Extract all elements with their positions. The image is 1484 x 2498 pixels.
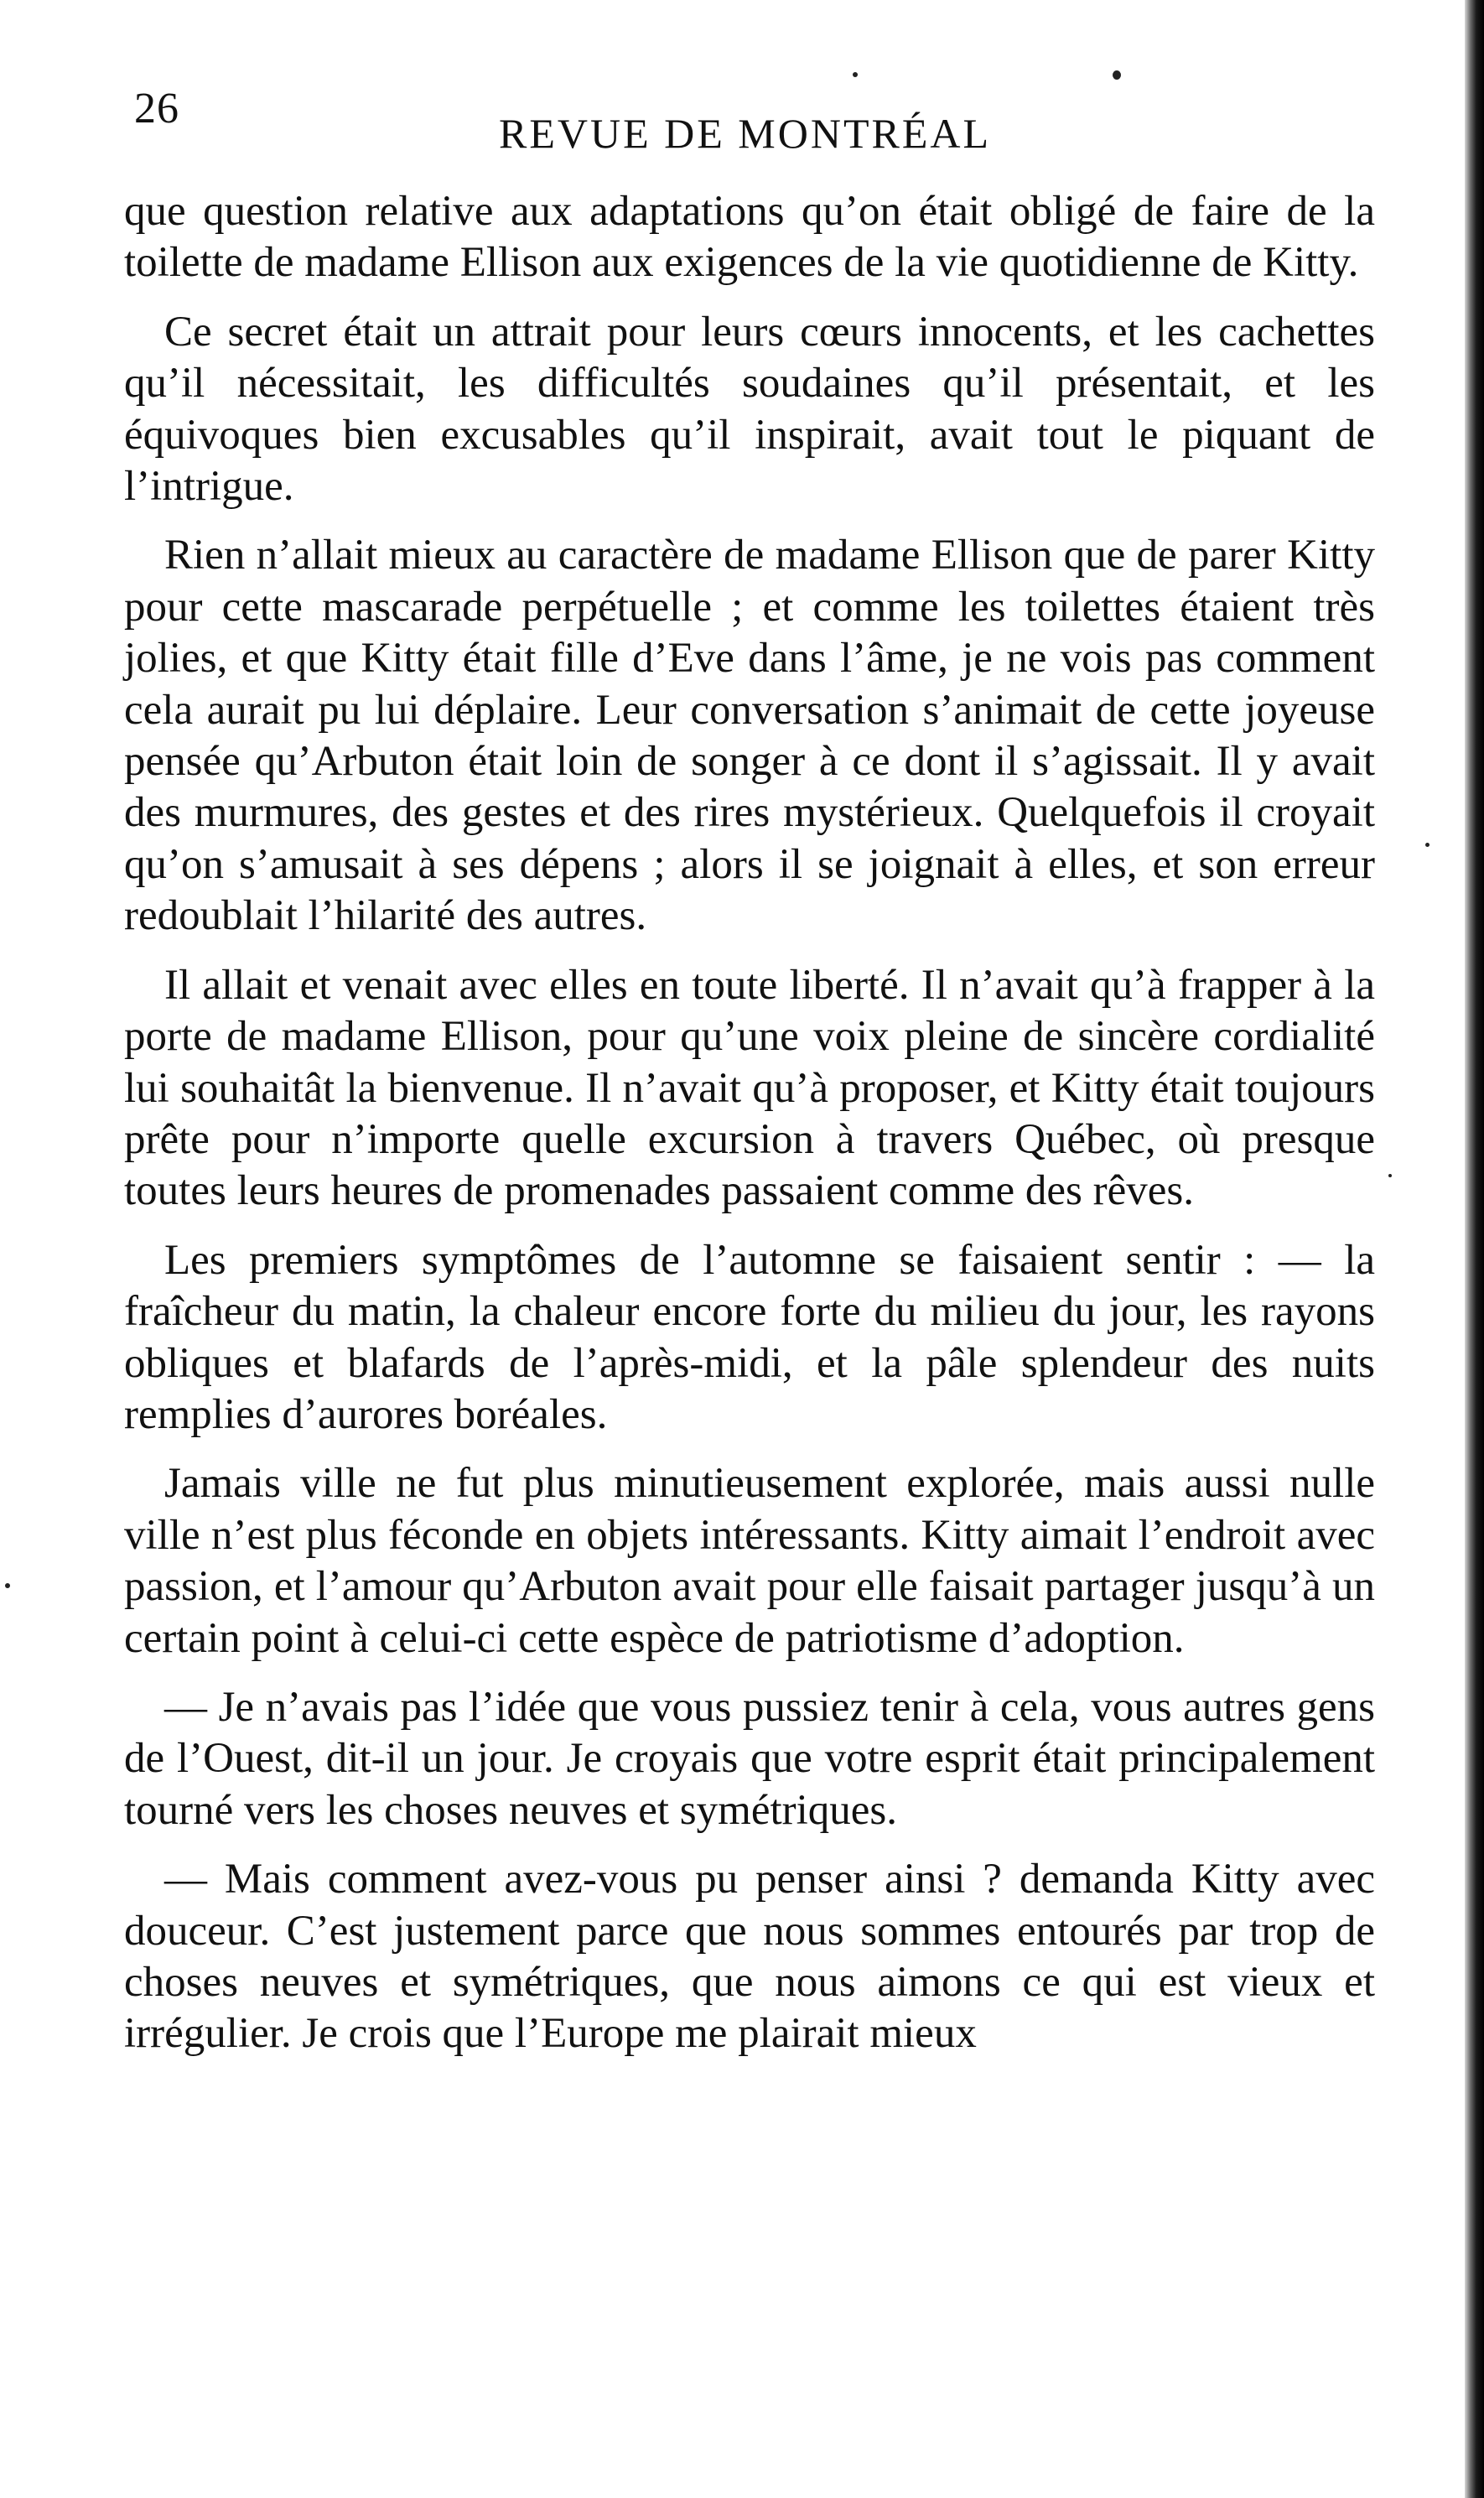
paragraph-8: — Mais comment avez-vous pu penser ainsi ? demanda Kitty avec douceur. C’est justement parce que nous sommes entourés par trop de choses neuves et symétriques, que nous aimons ce qui est vieux et irrégulier. Je crois que l’Europe me plairait mieux xyxy=(124,1856,1375,2058)
paragraph-1: que question relative aux adaptations qu’on était obligé de faire de la toilette de madame Ellison aux exigences de la vie quotidienne de Kitty. xyxy=(124,188,1375,287)
paragraph-6: Jamais ville ne fut plus minutieusement explorée, mais aussi nulle ville n’est plus féconde en objets intéressants. Kitty aimait l’endroit avec passion, et l’amour qu’Arbuton avait pour elle faisait partager jusqu’à un certain point à celui-ci cette espèce de patriotisme d’adoption. xyxy=(124,1460,1375,1662)
scan-speck xyxy=(853,72,858,77)
scan-speck xyxy=(1425,843,1430,847)
paragraph-4: Il allait et venait avec elles en toute liberté. Il n’avait qu’à frapper à la porte de madame Ellison, pour qu’une voix pleine de sincère cordialité lui souhaitât la bienvenue. Il n’avait qu’à proposer, et Kitty était toujours prête pour n’importe quelle excursion à travers Québec, où presque toutes leurs heures de promenades passaient comme des rêves. xyxy=(124,961,1375,1215)
paragraph-3: Rien n’allait mieux au caractère de madame Ellison que de parer Kitty pour cette mascarade perpétuelle ; et comme les toilettes étaient très jolies, et que Kitty était fille d’Eve dans l’âme, je ne vois pas comment cela aurait pu lui déplaire. Leur conversation s’animait de cette joyeuse pensée qu’Arbuton était loin de songer à ce dont il s’agissait. Il y avait des murmures, des gestes et des rires mystérieux. Quelquefois il croyait qu’on s’amusait à ses dépens ; alors il se joignait à elles, et son erreur redoublait l’hilarité des autres. xyxy=(124,532,1375,940)
body-text xyxy=(124,186,1375,2078)
paragraph-2: Ce secret était un attrait pour leurs cœurs innocents, et les cachettes qu’il nécessitait, les difficultés soudaines qu’il présentait, et les équivoques bien excusables qu’il inspirait, avait tout le piquant de l’intrigue. xyxy=(124,308,1375,511)
scan-speck xyxy=(1388,1174,1392,1177)
paragraph-5: Les premiers symptômes de l’automne se faisaient sentir : — la fraîcheur du matin, la chaleur encore forte du milieu du jour, les rayons obliques et blafards de l’après-midi, et la pâle splendeur des nuits remplies d’aurores boréales. xyxy=(124,1236,1375,1438)
page-edge-shadow xyxy=(1465,0,1484,2498)
running-title: REVUE DE MONTRÉAL xyxy=(499,110,992,157)
scan-speck xyxy=(1113,70,1121,80)
scan-speck xyxy=(5,1583,10,1588)
page-number: 26 xyxy=(134,85,179,132)
paragraph-7: — Je n’avais pas l’idée que vous pussiez tenir à cela, vous autres gens de l’Ouest, dit-il un jour. Je croyais que votre esprit était principalement tourné vers les choses neuves et symétriques. xyxy=(124,1683,1375,1834)
